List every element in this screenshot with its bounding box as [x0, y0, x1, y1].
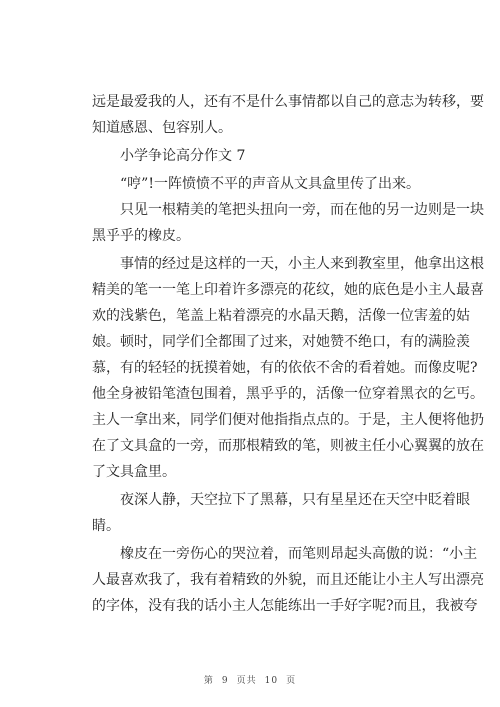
text-line: 人最喜欢我了，我有着精致的外貌，而且还能让小主人写出漂亮 [92, 572, 484, 588]
page-footer [0, 673, 500, 686]
text-line: 娘。顿时，同学们全都围了过来，对她赞不绝口，有的满脸羡 [92, 334, 470, 350]
text-line: 他全身被铅笔渣包围着，黑乎乎的，活像一位穿着黑衣的乞丐。 [92, 386, 484, 402]
text-line: 橡皮在一旁伤心的哭泣着，而笔则昂起头高傲的说：“小主 [120, 546, 478, 562]
text-line: 了文具盒里。 [92, 464, 176, 480]
text-line: 知道感恩、包容别人。 [92, 120, 232, 136]
text-line: 远是最爱我的人，还有不是什么事情都以自己的意志为转移，要 [92, 94, 484, 110]
text-line: 小学争论高分作文 7 [120, 148, 246, 164]
footer-prefix: 第 [203, 676, 214, 686]
current-page-number: 9 [221, 676, 229, 686]
text-line: 欢的浅紫色，笔盖上粘着漂亮的水晶天鹅，活像一位害羞的姑 [92, 308, 470, 324]
text-line: 只见一根精美的笔把头扭向一旁，而在他的另一边则是一块 [120, 202, 484, 218]
total-page-count: 10 [264, 676, 279, 686]
text-line: “哼”!一阵愤愤不平的声音从文具盒里传了出来。 [120, 176, 420, 192]
text-line: 在了文具盒的一旁，而那根精致的笔，则被主任小心翼翼的放在 [92, 438, 484, 454]
footer-middle: 页共 [236, 676, 257, 686]
text-line: 精美的笔一一笔上印着许多漂亮的花纹，她的底色是小主人最喜 [92, 282, 484, 298]
text-line: 睛。 [92, 518, 120, 534]
text-line: 主人一拿出来，同学们便对他指指点点的。于是，主人便将他扔 [92, 412, 484, 428]
text-line: 的字体，没有我的话小主人怎能练出一手好字呢?而且，我被夸 [92, 598, 478, 614]
footer-suffix: 页 [286, 676, 297, 686]
text-line: 夜深人静，天空拉下了黑幕，只有星星还在天空中眨着眼 [120, 492, 470, 508]
text-line: 事情的经过是这样的一天，小主人来到教室里，他拿出这根 [120, 256, 484, 272]
text-line: 慕，有的轻轻的抚摸着她，有的依依不舍的看着她。而像皮呢? [92, 360, 478, 376]
text-line: 黑乎乎的橡皮。 [92, 228, 190, 244]
